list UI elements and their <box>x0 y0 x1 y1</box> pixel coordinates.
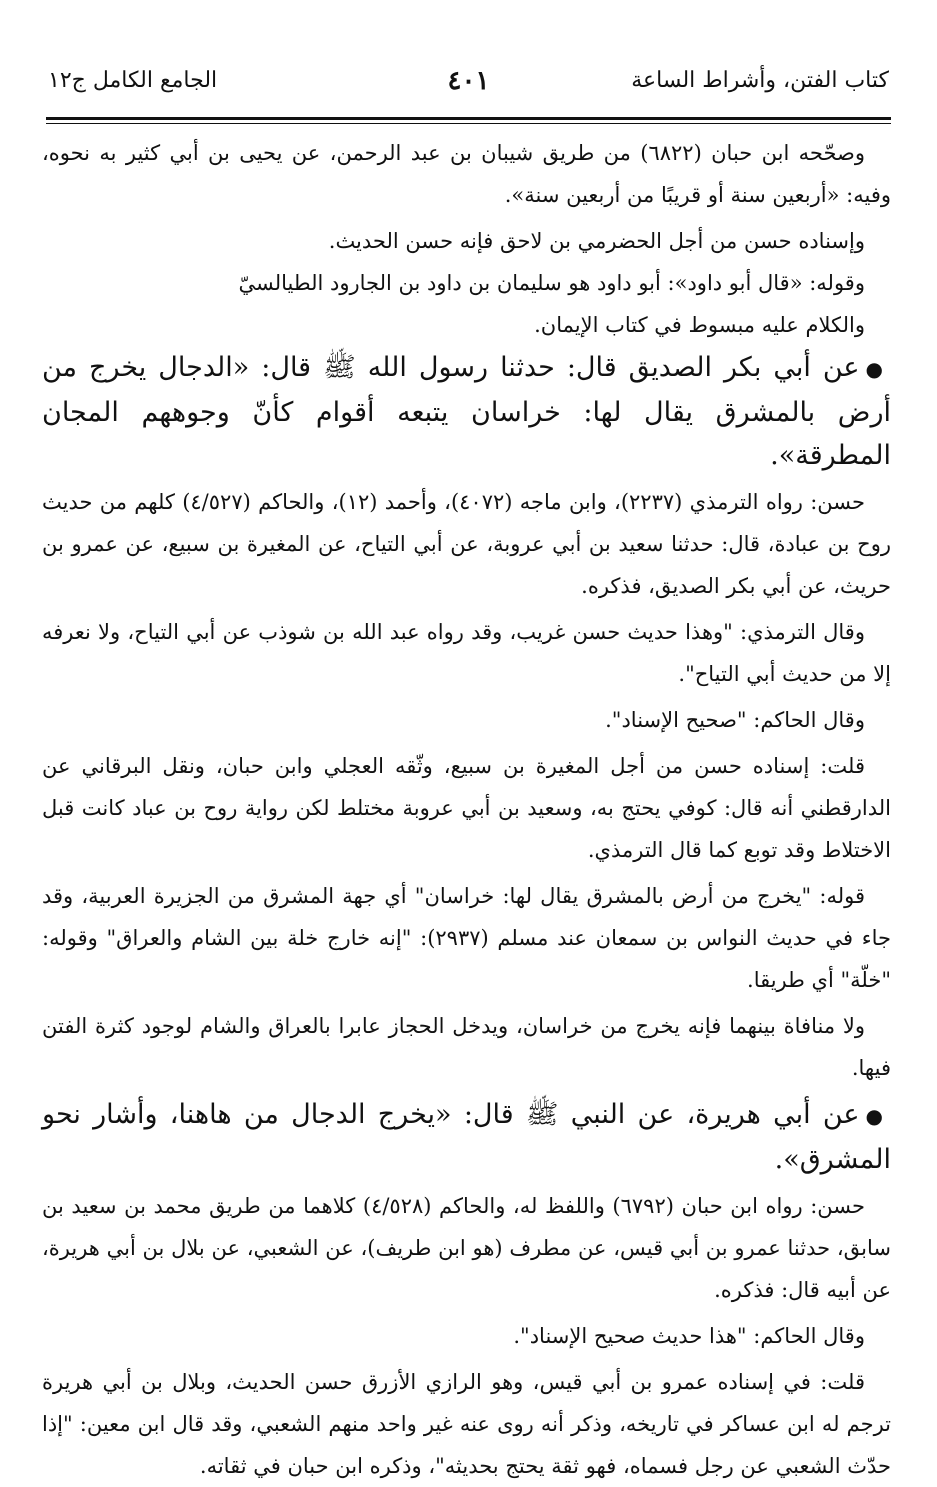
paragraph: وقال الترمذي: "وهذا حديث حسن غريب، وقد رواه عبد الله بن شوذب عن أبي التياح، ولا نعرفه إلا من حديث أبي التياح". <box>42 620 891 686</box>
paragraph: وقال الحاكم: "صحيح الإسناد". <box>605 708 865 732</box>
bullet-icon: ● <box>865 1104 883 1128</box>
paragraph: وإسناده حسن من أجل الحضرمي بن لاحق فإنه حسن الحديث. <box>328 229 865 253</box>
header-rule-thick <box>46 117 891 120</box>
page-number: ٤٠١ <box>447 66 490 96</box>
page-header <box>48 56 889 112</box>
hadith-text: ●عن أبي بكر الصديق قال: حدثنا رسول الله ﷺ قال: «الدجال يخرج من أرض بالمشرق يقال لها: خراسان يتبعه أقوام كأنّ وجوههم المجان المطرقة». <box>42 346 891 477</box>
paragraph: حسن: رواه الترمذي (٢٢٣٧)، وابن ماجه (٤٠٧٢)، وأحمد (١٢)، والحاكم (٤/٥٢٧) كلهم من حديث روح بن عبادة، قال: حدثنا سعيد بن أبي عروبة، عن أبي التياح، عن المغيرة بن سبيع، عن عمرو بن حريث، عن أبي بكر الصديق، فذكره. <box>42 490 891 598</box>
volume-title: الجامع الكامل ج١٢ <box>48 68 218 93</box>
paragraph: قوله: "يخرج من أرض بالمشرق يقال لها: خراسان" أي جهة المشرق من الجزيرة العربية، وقد جاء في حديث النواس بن سمعان عند مسلم (٢٩٣٧): "إنه خارج خلة بين الشام والعراق" وقوله: "خلّة" أي طريقا. <box>42 884 891 992</box>
paragraph: وقال الحاكم: "هذا حديث صحيح الإسناد". <box>513 1324 865 1348</box>
paragraph: ولا منافاة بينهما فإنه يخرج من خراسان، ويدخل الحجاز عابرا بالعراق والشام لوجود كثرة الفتن فيها. <box>42 1014 891 1080</box>
paragraph: قلت: إسناده حسن من أجل المغيرة بن سبيع، وثّقه العجلي وابن حبان، ونقل البرقاني عن الدارقطني أنه قال: كوفي يحتج به، وسعيد بن أبي عروبة مختلط لكن رواية روح بن عباد كانت قبل الاختلاط وقد توبع كما قال الترمذي. <box>42 754 891 862</box>
page-body <box>42 132 891 1478</box>
hadith-text: ●عن أبي هريرة، عن النبي ﷺ قال: «يخرج الدجال من هاهنا، وأشار نحو المشرق». <box>42 1093 891 1181</box>
header-rule-thin <box>46 123 891 124</box>
paragraph: والكلام عليه مبسوط في كتاب الإيمان. <box>534 313 865 337</box>
paragraph: وقوله: «قال أبو داود»: أبو داود هو سليمان بن داود بن الجارود الطيالسيّ <box>238 271 865 295</box>
paragraph: حسن: رواه ابن حبان (٦٧٩٢) واللفظ له، والحاكم (٤/٥٢٨) كلاهما من طريق محمد بن سعيد بن سابق، حدثنا عمرو بن أبي قيس، عن مطرف (هو ابن طريف)، عن الشعبي، عن بلال بن أبي هريرة، عن أبيه قال: فذكره. <box>42 1194 891 1302</box>
paragraph: قلت: في إسناده عمرو بن أبي قيس، وهو الرازي الأزرق حسن الحديث، وبلال بن أبي هريرة ترجم له ابن عساكر في تاريخه، وذكر أنه روى عنه غير واحد منهم الشعبي، وقد قال ابن معين: "إذا حدّث الشعبي عن رجل فسماه، فهو ثقة يحتج بحديثه"، وذكره ابن حبان في ثقاته. <box>42 1370 891 1478</box>
bullet-icon: ● <box>865 357 883 381</box>
book-title: كتاب الفتن، وأشراط الساعة <box>631 68 889 93</box>
paragraph: وصحّحه ابن حبان (٦٨٢٢) من طريق شيبان بن عبد الرحمن، عن يحيى بن أبي كثير به نحوه، وفيه: «أربعين سنة أو قريبًا من أربعين سنة». <box>42 141 891 207</box>
